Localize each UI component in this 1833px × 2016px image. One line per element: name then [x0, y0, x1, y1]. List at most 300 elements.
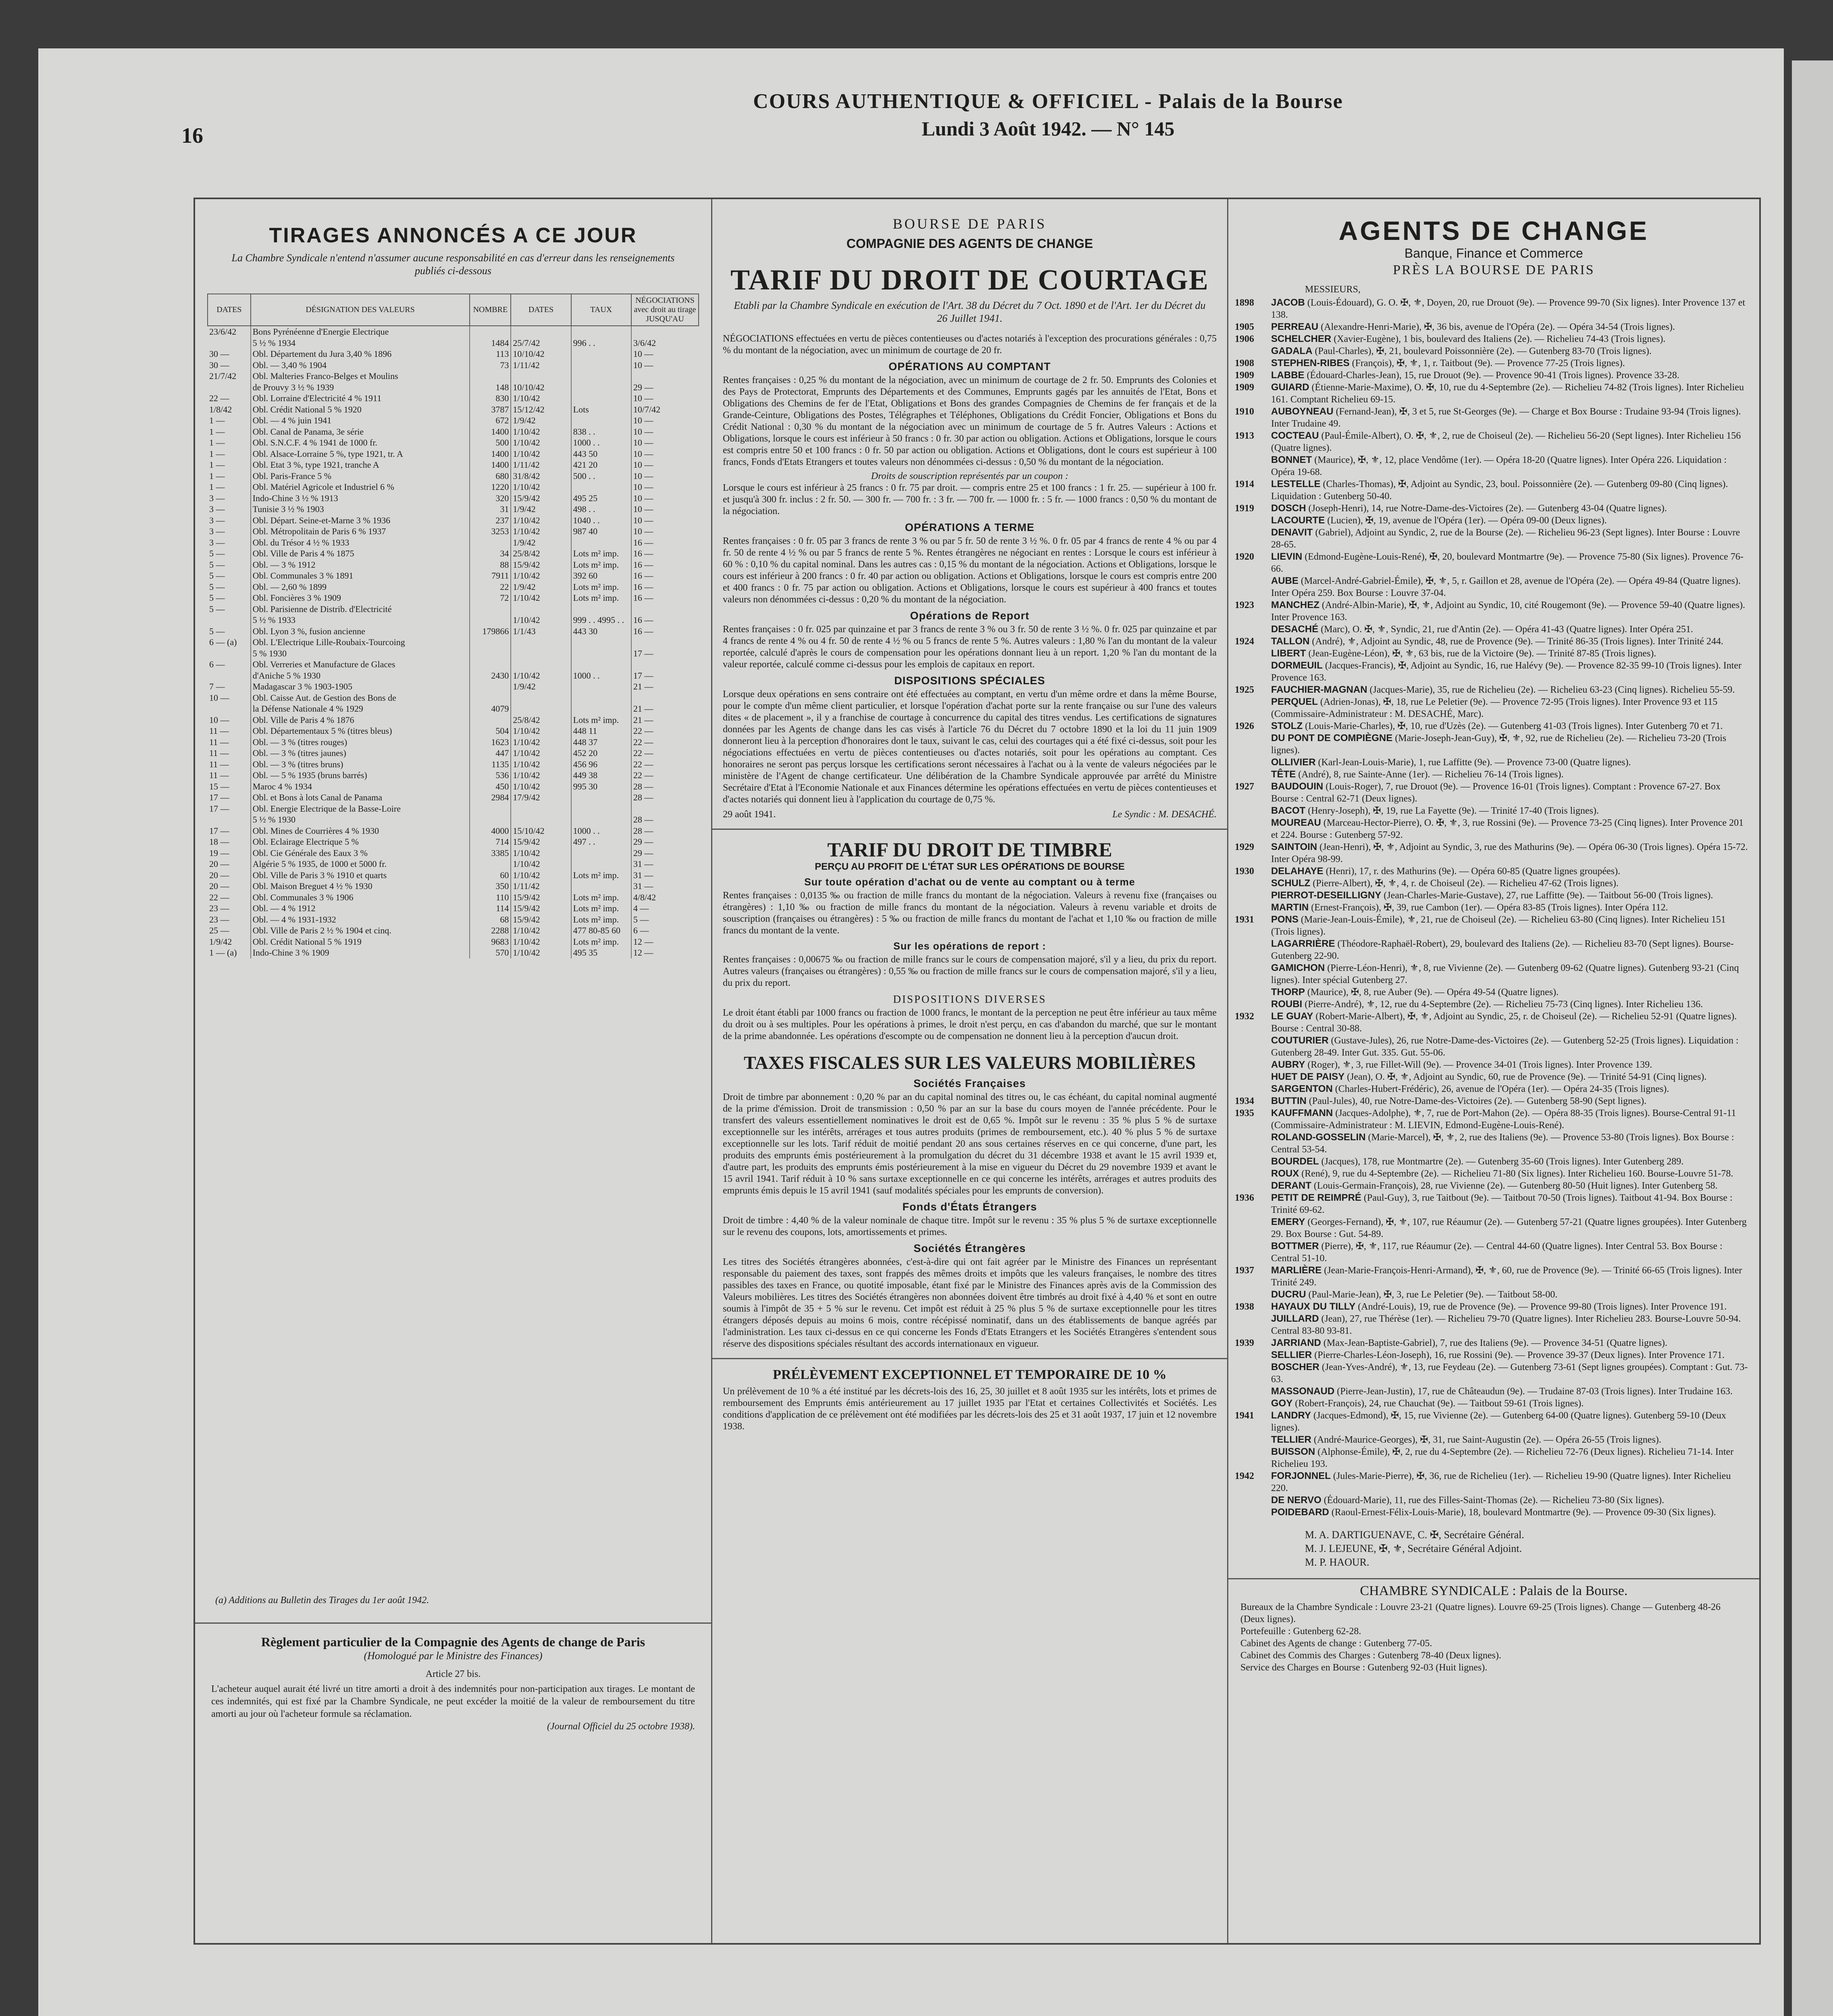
table-cell: 11 —	[209, 726, 229, 736]
agent-entry	[1235, 1337, 1749, 1349]
agent-details: (Jacques-Edmond), ✠, 15, rue Vivienne (2e). — Gutenberg 64-00 (Quatre lignes). Gutenberg 59-10 (Deux lignes).	[1271, 1410, 1726, 1433]
agent-text	[1271, 514, 1749, 527]
agent-details: (Marc), O. ✠, ⚜, Syndic, 21, rue d'Antin (2e). — Opéra 41-43 (Quatre lignes). Inter Opéra 251.	[1321, 624, 1694, 635]
reglement-title: Règlement particulier de la Compagnie des Agents de change de Paris	[261, 1635, 645, 1649]
table-cell: 3 —	[209, 493, 225, 503]
table-cell: 68	[470, 914, 511, 925]
table-cell: Obl. Départementaux 5 % (titres bleus)	[251, 725, 470, 737]
agent-text	[1271, 1180, 1749, 1192]
table-cell: 23 —	[209, 903, 229, 913]
agent-text	[1271, 357, 1749, 369]
agent-name: COUTURIER	[1271, 1035, 1329, 1046]
table-cell: Lots m² imp.	[571, 548, 631, 559]
table-cell	[470, 714, 511, 726]
agent-name: MOUREAU	[1271, 817, 1321, 828]
agent-text	[1271, 720, 1749, 732]
table-cell: Maroc 4 % 1934	[251, 781, 470, 792]
table-cell: 1/9/42	[511, 415, 571, 426]
table-cell: Obl. Parisienne de Distrib. d'Electricité	[251, 604, 470, 615]
table-cell: 3787	[470, 404, 511, 415]
agent-name: GADALA	[1271, 346, 1313, 356]
agent-entry	[1235, 684, 1749, 696]
agent-details: (André-Maurice-Georges), ✠, 31, rue Saint-Augustin (2e). — Opéra 26-55 (Trois lignes).	[1314, 1435, 1661, 1445]
table-cell: Obl. Ville de Paris 4 % 1876	[251, 714, 470, 726]
agent-year	[1235, 877, 1271, 889]
table-row	[208, 936, 699, 948]
table-cell: Obl. Crédit National 5 % 1920	[251, 404, 470, 415]
table-cell: Obl. Communales 3 % 1906	[251, 892, 470, 903]
agent-name: STOLZ	[1271, 721, 1303, 731]
table-cell: Obl. Matériel Agricole et Industriel 6 %	[251, 481, 470, 493]
agent-entry	[1235, 635, 1749, 648]
agent-name: MASSONAUD	[1271, 1386, 1335, 1397]
table-cell: 5 —	[631, 914, 699, 925]
table-row	[208, 548, 699, 559]
agent-text	[1271, 1434, 1749, 1446]
table-cell: 443 50	[571, 448, 631, 460]
table-cell: 17/9/42	[511, 792, 571, 803]
agent-details: (Lucien), ✠, 19, avenue de l'Opéra (1er). — Opéra 09-00 (Deux lignes).	[1327, 515, 1607, 526]
table-cell: 1/10/42	[511, 858, 571, 870]
table-cell: 1/10/42	[511, 848, 571, 859]
agent-details: (Henry-Joseph), ✠, 19, rue La Fayette (9e). — Trinité 17-40 (Trois lignes).	[1308, 806, 1599, 816]
table-cell: 996 . .	[571, 337, 631, 349]
table-cell: 11 —	[209, 748, 229, 758]
agent-details: (Marie-Joseph-Jean-Guy), ✠, ⚜, 92, rue de Richelieu (2e). — Richelieu 73-20 (Trois lignes).	[1271, 733, 1727, 756]
agent-year	[1235, 732, 1271, 756]
agent-name: PIERROT-DESEILLIGNY	[1271, 890, 1382, 901]
table-row	[208, 371, 699, 382]
table-cell: 10 —	[631, 481, 699, 493]
agent-entry	[1235, 1107, 1749, 1131]
table-cell: 6 —	[209, 659, 225, 669]
agent-entry	[1235, 1192, 1749, 1216]
table-cell: 25 —	[209, 925, 229, 935]
agent-details: (Joseph-Henri), 14, rue Notre-Dame-des-Victoires (2e). — Gutenberg 43-04 (Quatre lignes).	[1308, 503, 1667, 514]
table-cell	[571, 326, 631, 337]
agent-text	[1271, 1313, 1749, 1337]
table-cell	[571, 371, 631, 382]
agent-entry	[1235, 1071, 1749, 1083]
agents-messieurs: MESSIEURS,	[1305, 284, 1361, 295]
agent-year	[1235, 1349, 1271, 1361]
table-cell: 1400	[470, 448, 511, 460]
table-cell: 28 —	[631, 792, 699, 803]
table-cell: 22 —	[631, 748, 699, 759]
table-cell	[571, 792, 631, 803]
table-row	[208, 836, 699, 848]
table-cell: 11 —	[209, 770, 229, 780]
table-cell: Obl. Communales 3 % 1891	[251, 570, 470, 581]
agent-details: (Pierre-Léon-Henri), ⚜, 8, rue Vivienne (2e). — Gutenberg 09-62 (Quatre lignes). Gutenberg 93-21 (Cinq lignes). Inter spécial Gutenberg 27.	[1271, 963, 1739, 985]
agent-entry	[1235, 1313, 1749, 1337]
agent-text	[1271, 732, 1749, 756]
agent-year: 1926	[1235, 721, 1254, 731]
agent-entry	[1235, 696, 1749, 720]
agent-entry	[1235, 357, 1749, 369]
agent-text	[1271, 321, 1749, 333]
table-cell	[571, 648, 631, 659]
table-cell: 10 —	[631, 504, 699, 515]
table-row	[208, 614, 699, 626]
agent-details: (Paul-Marie-Jean), ✠, 3, rue Le Peletier (9e). — Taitbout 58-00.	[1308, 1289, 1558, 1300]
table-row	[208, 415, 699, 426]
agent-year	[1235, 1071, 1271, 1083]
table-cell	[511, 692, 571, 704]
agent-text	[1271, 1240, 1749, 1264]
table-cell: Obl. — 3,40 % 1904	[251, 360, 470, 371]
table-cell: 10 —	[631, 459, 699, 471]
table-cell: 421 20	[571, 459, 631, 471]
table-row	[208, 914, 699, 925]
agent-name: GAMICHON	[1271, 962, 1325, 973]
agent-year: 1930	[1235, 866, 1254, 877]
agent-text	[1271, 1301, 1749, 1313]
agent-details: (Louis-Marie-Charles), ✠, 10, rue d'Uzès (2e). — Gutenberg 41-03 (Trois lignes). Inter Gutenberg 70 et 71.	[1305, 721, 1723, 731]
table-cell: Obl. S.N.C.F. 4 % 1941 de 1000 fr.	[251, 437, 470, 448]
agent-text	[1271, 1156, 1749, 1168]
table-row	[208, 604, 699, 615]
agent-details: (Pierre-Jean-Justin), 17, rue de Châteaudun (9e). — Trudaine 87-03 (Trois lignes). Inter Trudaine 163.	[1337, 1386, 1733, 1397]
comptant-text: Rentes françaises : 0,25 % du montant de la négociation, avec un minimum de courtage de 2 fr. 50. Emprunts des Colonies et des Pays de Protectorat, Emprunts des Départements et des Communes, Emprunts gagés par les annuités de l'Etat, Bons et Obligations des Chemins de fer de l'Etat, Obligations et Bons des grandes Compagnies de Chemins de fer français et de la Grande-Ceinture, Obligations des Postes, Télégraphes et Téléphones, Obligations du Crédit Foncier, Obligations et Bons du Crédit National : 0,30 % du montant de la négociation avec un minimum de courtage de 5 fr. Autres Valeurs : Actions et Obligations, lorsque le cours est inférieur à 50 francs : 0 fr. 30 par action ou obligation. Actions et Obligations, lorsque le cours est compris entre 50 et 100 francs : 0 fr. 50 par action ou obligation. Actions et Obligations, dont le cours est supérieur à 100 francs, Fonds d'Etats Etrangers et toutes valeurs non dénommées ci-dessus : 0,50 % du montant de la négociation.	[723, 375, 1217, 467]
agent-entry	[1235, 1264, 1749, 1289]
agent-year	[1235, 514, 1271, 527]
agent-entry	[1235, 768, 1749, 781]
agent-year	[1235, 889, 1271, 902]
agent-text	[1271, 962, 1749, 986]
agent-text	[1271, 345, 1749, 357]
table-cell: 10 —	[631, 448, 699, 460]
agent-entry	[1235, 1180, 1749, 1192]
agent-entry	[1235, 1059, 1749, 1071]
table-cell: 20 —	[209, 859, 229, 869]
agent-text	[1271, 1446, 1749, 1470]
table-cell	[571, 659, 631, 670]
agent-details: (Roger), ⚜, 3, rue Fillet-Will (9e). — Provence 34-01 (Trois lignes). Inter Provence 139.	[1307, 1060, 1652, 1070]
agent-year: 1924	[1235, 636, 1254, 647]
agent-name: LANDRY	[1271, 1410, 1311, 1421]
table-row	[208, 471, 699, 482]
table-row	[208, 626, 699, 637]
agent-text	[1271, 1506, 1749, 1518]
table-cell	[571, 382, 631, 393]
agent-name: MANCHEZ	[1271, 600, 1319, 610]
table-cell: 5 —	[209, 571, 225, 581]
agent-name: EMERY	[1271, 1216, 1305, 1227]
table-cell: Indo-Chine 3 % 1909	[251, 947, 470, 958]
table-cell	[571, 393, 631, 404]
table-cell	[208, 648, 251, 659]
table-cell: 1/10/42	[511, 570, 571, 581]
agent-name: FAUCHIER-MAGNAN	[1271, 684, 1367, 695]
agent-details: (Charles-Hubert-Frédéric), 26, avenue de l'Opéra (1er). — Opéra 24-35 (Trois lignes).	[1335, 1084, 1669, 1094]
table-cell: 10 —	[631, 437, 699, 448]
agent-text	[1271, 1095, 1749, 1107]
reglement-article: Article 27 bis.	[425, 1669, 481, 1679]
agent-details: (Marcel-André-Gabriel-Émile), ✠, ⚜, 5, r. Gaillon et 28, avenue de l'Opéra (2e). — Opéra 49-84 (Quatre lignes). Inter Opéra 259. Box Bourse : Louvre 37-04.	[1271, 576, 1741, 598]
table-cell: 1 —	[209, 415, 225, 425]
agent-year	[1235, 623, 1271, 635]
table-cell: 1/10/42	[511, 781, 571, 792]
table-cell	[470, 637, 511, 648]
chambre-line: Service des Charges en Bourse : Gutenberg 92-03 (Huit lignes).	[1240, 1662, 1488, 1673]
table-cell: 1/10/42	[511, 393, 571, 404]
agent-year	[1235, 1494, 1271, 1506]
table-cell	[571, 858, 631, 870]
table-cell: 1/10/42	[511, 614, 571, 626]
reglement-text: L'acheteur auquel aurait été livré un titre amorti a droit à des indemnités pour non-participation aux tirages. Le montant de ces indemnités, qui est fixé par la Chambre Syndicale, ne peut excéder la moitié de la valeur de remboursement du titre amorti au jour où l'acheteur formule sa réclamation.	[211, 1684, 695, 1719]
agent-text	[1271, 1059, 1749, 1071]
table-row	[208, 770, 699, 781]
table-cell: Lots m² imp.	[571, 892, 631, 903]
agent-entry	[1235, 381, 1749, 406]
table-cell: Lots m² imp.	[571, 903, 631, 914]
table-cell: 1/10/42	[511, 515, 571, 526]
agent-text	[1271, 369, 1749, 381]
table-row	[208, 404, 699, 415]
table-cell: 7 —	[209, 681, 225, 691]
table-cell	[511, 648, 571, 659]
table-row	[208, 570, 699, 581]
table-cell: 17 —	[631, 670, 699, 681]
table-cell: 15/10/42	[511, 825, 571, 837]
table-cell: la Défense Nationale 4 % 1929	[251, 703, 470, 714]
agent-name: ROUX	[1271, 1168, 1299, 1179]
agent-year: 1914	[1235, 479, 1254, 489]
table-cell: Obl. Cie Générale des Eaux 3 %	[251, 848, 470, 859]
table-cell: 15/9/42	[511, 836, 571, 848]
agent-entry	[1235, 1240, 1749, 1264]
table-cell: 495 35	[571, 947, 631, 958]
agent-year: 1925	[1235, 685, 1254, 695]
agent-entry	[1235, 805, 1749, 817]
table-cell: 1623	[470, 737, 511, 748]
table-cell: Obl. Lorraine d'Electricité 4 % 1911	[251, 393, 470, 404]
table-cell: Obl. — 2,60 % 1899	[251, 581, 470, 593]
col-nombre: NOMBRE	[470, 294, 511, 326]
tarif-syndic: Le Syndic : M. DESACHÉ.	[1112, 809, 1217, 820]
table-row	[208, 437, 699, 448]
table-cell: 1 —	[209, 471, 225, 481]
agent-details: (Fernand-Jean), ✠, 3 et 5, rue St-Georges (9e). — Charge et Box Bourse : Trudaine 93-94 (Trois lignes). Inter Trudaine 49.	[1271, 406, 1741, 429]
table-cell	[208, 670, 251, 681]
chambre-line: Portefeuille : Gutenberg 62-28.	[1240, 1626, 1361, 1637]
agent-name: DU PONT DE COMPIÈGNE	[1271, 733, 1393, 744]
table-cell	[470, 648, 511, 659]
agents-list	[1228, 297, 1759, 1518]
table-row	[208, 559, 699, 571]
agent-year: 1937	[1235, 1265, 1254, 1276]
agent-entry	[1235, 1301, 1749, 1313]
agent-year	[1235, 454, 1271, 478]
souscription-title: Droits de souscription représentés par un coupon :	[871, 471, 1069, 481]
table-cell: 34	[470, 548, 511, 559]
table-cell: Obl. — 5 % 1935 (bruns barrés)	[251, 770, 470, 781]
report-text: Rentes françaises : 0 fr. 025 par quinzaine et par 3 francs de rente 3 % ou 3 fr. 50 de rente 3 ½ %. 0 fr. 025 par quinzaine et par 4 francs de rente 4 % ou 4 fr. 50 de rente 4 ½ % ou 5 francs de rente 5 %. Autres valeurs : 1,80 % l'an du montant de la valeur reportée, calculé d'après le cours de compensation pour les opérations donnant lieu à un report. 1,20 % l'an du montant de la valeur reportée, calculé comme ci-dessus pour les emplois de capitaux en report.	[723, 624, 1217, 670]
agent-year	[1235, 938, 1271, 962]
table-cell	[571, 848, 631, 859]
agent-name: DERANT	[1271, 1180, 1311, 1191]
reglement-ref: (Journal Officiel du 25 octobre 1938).	[547, 1721, 695, 1732]
courtage-subtitle: Etabli par la Chambre Syndicale en exécution de l'Art. 38 du Décret du 7 Oct. 1890 et de l'Art. 1er du Décret du 26 Juillet 1941.	[734, 300, 1206, 324]
agent-name: JUILLARD	[1271, 1313, 1319, 1324]
table-cell: 1220	[470, 481, 511, 493]
tirages-column	[195, 199, 712, 1943]
agent-text	[1271, 333, 1749, 345]
table-row	[208, 581, 699, 593]
timbre-s3-text: Le droit étant établi par 1000 francs ou fraction de 1000 francs, le montant de la perception ne peut être inférieur au taux même du droit ou à ses multiples. Pour les opérations à primes, le droit n'est perçu, en cas d'abandon du marché, que sur le montant de la prime abandonnée. Les opérations d'escompte ou de compensation ne donnent lieu à la perception d'aucun droit.	[723, 1008, 1217, 1041]
table-cell: 5 ½ % 1934	[251, 337, 470, 349]
table-cell: 5 —	[209, 593, 225, 603]
table-cell: 22 —	[209, 393, 229, 403]
table-cell: 500 . .	[571, 471, 631, 482]
table-cell: 148	[470, 382, 511, 393]
agent-entry	[1235, 575, 1749, 599]
table-cell: 1/10/42	[511, 481, 571, 493]
table-cell: 830	[470, 393, 511, 404]
agent-year: 1929	[1235, 842, 1254, 852]
table-cell: 1/1/43	[511, 626, 571, 637]
table-cell: Lots	[571, 404, 631, 415]
table-cell	[208, 814, 251, 825]
table-cell: 31 —	[631, 870, 699, 881]
table-cell	[470, 326, 511, 337]
agent-year	[1235, 805, 1271, 817]
table-cell: 1400	[470, 426, 511, 437]
table-cell	[631, 803, 699, 814]
table-row	[208, 703, 699, 714]
agent-text	[1271, 1216, 1749, 1240]
agent-text	[1271, 1264, 1749, 1289]
table-cell: 1/10/42	[511, 670, 571, 681]
agent-details: (Max-Jean-Baptiste-Gabriel), 7, rue des Italiens (9e). — Provence 34-51 (Quatre lignes).	[1323, 1338, 1668, 1348]
table-cell	[571, 814, 631, 825]
agent-details: (Jean), 27, rue Thérèse (1er). — Richelieu 79-70 (Quatre lignes). Inter Richelieu 283. Bourse-Louvre 50-94. Central 83-80 93-81.	[1271, 1314, 1741, 1336]
agent-details: (Henri), 17, r. des Mathurins (9e). — Opéra 60-85 (Quatre lignes groupées).	[1325, 866, 1621, 877]
agent-text	[1271, 478, 1749, 502]
courtage-intro: NÉGOCIATIONS effectuées en vertu de pièces contentieuses ou d'actes notariés à l'exception des procurations générales : 0,75 % du montant de la négociation, avec un minimum de courtage de 20 fr.	[723, 333, 1217, 356]
table-cell: 3 —	[209, 504, 225, 514]
masthead-title: COURS AUTHENTIQUE & OFFICIEL - Palais de la Bourse	[753, 90, 1343, 113]
agent-name: BOSCHER	[1271, 1362, 1320, 1372]
table-cell	[208, 614, 251, 626]
agent-name: BACOT	[1271, 805, 1306, 816]
table-cell: 3/6/42	[631, 337, 699, 349]
table-cell: 15 —	[209, 781, 229, 791]
agent-name: TÊTE	[1271, 769, 1296, 780]
agent-entry	[1235, 865, 1749, 877]
table-cell: 1/10/42	[511, 759, 571, 770]
table-cell: 1/9/42	[511, 581, 571, 593]
agent-name: JACOB	[1271, 297, 1305, 308]
agent-entry	[1235, 1446, 1749, 1470]
table-cell: 10 —	[631, 471, 699, 482]
agent-entry	[1235, 1095, 1749, 1107]
agent-text	[1271, 454, 1749, 478]
agent-year	[1235, 1216, 1271, 1240]
agent-entry	[1235, 406, 1749, 430]
table-cell: Obl. et Bons à lots Canal de Panama	[251, 792, 470, 803]
table-row	[208, 337, 699, 349]
agent-entry	[1235, 962, 1749, 986]
table-cell: Obl. Foncières 3 % 1909	[251, 592, 470, 604]
col-remb-dates: DATES	[511, 294, 571, 326]
agent-year: 1909	[1235, 382, 1254, 393]
agent-text	[1271, 502, 1749, 514]
agent-text	[1271, 938, 1749, 962]
agent-text	[1271, 1494, 1749, 1506]
agent-text	[1271, 914, 1749, 938]
agent-year	[1235, 962, 1271, 986]
agent-year	[1235, 1289, 1271, 1301]
table-row	[208, 637, 699, 648]
agent-entry	[1235, 551, 1749, 575]
table-cell: Obl. — 4 % juin 1941	[251, 415, 470, 426]
table-cell: 18 —	[209, 837, 229, 847]
table-cell: 443 30	[571, 626, 631, 637]
agent-entry	[1235, 623, 1749, 635]
agent-entry	[1235, 1168, 1749, 1180]
table-cell: 73	[470, 360, 511, 371]
table-cell: 16 —	[631, 559, 699, 571]
table-cell: 2984	[470, 792, 511, 803]
prelevement-text: Un prélèvement de 10 % a été institué par les décrets-lois des 16, 25, 30 juillet et 8 août 1935 sur les intérêts, lots et primes de remboursement des Emprunts émis antérieurement au 17 juillet 1935 par l'Etat et certaines Collectivités et Sociétés. Les conditions d'application de ce prélèvement ont été modifiées par les décrets-lois des 25 et 31 août 1937, 17 juin et 12 novembre 1938.	[723, 1386, 1217, 1432]
agent-name: DUCRU	[1271, 1289, 1306, 1300]
timbre-s2: Sur les opérations de report :	[893, 941, 1046, 952]
table-cell: 16 —	[631, 626, 699, 637]
table-row	[208, 748, 699, 759]
table-cell: Obl. — 3 % (titres bruns)	[251, 759, 470, 770]
table-cell: 536	[470, 770, 511, 781]
table-cell: 6 — (a)	[209, 637, 237, 647]
agent-details: (André), 8, rue Sainte-Anne (1er). — Richelieu 76-14 (Trois lignes).	[1298, 769, 1564, 780]
agent-year	[1235, 1156, 1271, 1168]
table-cell: 31 —	[631, 881, 699, 892]
agent-year: 1927	[1235, 781, 1254, 792]
table-cell: 5 —	[209, 581, 225, 592]
agent-entry	[1235, 1216, 1749, 1240]
table-cell: Obl. Etat 3 %, type 1921, tranche A	[251, 459, 470, 471]
table-cell	[470, 814, 511, 825]
table-cell: 16 —	[631, 548, 699, 559]
table-cell: 31 —	[631, 858, 699, 870]
table-cell: 1/10/42	[511, 448, 571, 460]
agent-details: (Jean-Eugène-Léon), ✠, ⚜, 63 bis, rue de la Victoire (9e). — Trinité 87-85 (Trois lignes).	[1308, 648, 1656, 659]
table-cell: 1040 . .	[571, 515, 631, 526]
table-cell: Obl. L'Electrique Lille-Roubaix-Tourcoing	[251, 637, 470, 648]
agent-entry	[1235, 648, 1749, 660]
table-cell: 672	[470, 415, 511, 426]
table-row	[208, 737, 699, 748]
table-row	[208, 382, 699, 393]
table-cell: 22 —	[631, 759, 699, 770]
table-cell: 5 —	[209, 559, 225, 570]
table-cell: Obl. — 4 % 1931-1932	[251, 914, 470, 925]
agent-text	[1271, 768, 1749, 781]
agent-text	[1271, 805, 1749, 817]
agent-details: (André-Louis), 19, rue de Provence (9e). — Provence 99-80 (Trois lignes). Inter Provence 191.	[1358, 1302, 1727, 1312]
table-cell: 1/10/42	[511, 437, 571, 448]
table-cell	[470, 681, 511, 692]
table-cell: Obl. — 3 % 1912	[251, 559, 470, 571]
table-cell	[631, 637, 699, 648]
agent-details: (Étienne-Marie-Maxime), O. ✠, 10, rue du 4-Septembre (2e). — Richelieu 74-82 (Trois lignes). Inter Richelieu 161. Comptant Richelieu 69-15.	[1271, 382, 1744, 405]
page-number: 16	[181, 123, 203, 148]
next-page-edge	[1792, 60, 1833, 2016]
col-dates: DATES	[208, 294, 251, 326]
agent-year	[1235, 660, 1271, 684]
agent-year	[1235, 1083, 1271, 1095]
